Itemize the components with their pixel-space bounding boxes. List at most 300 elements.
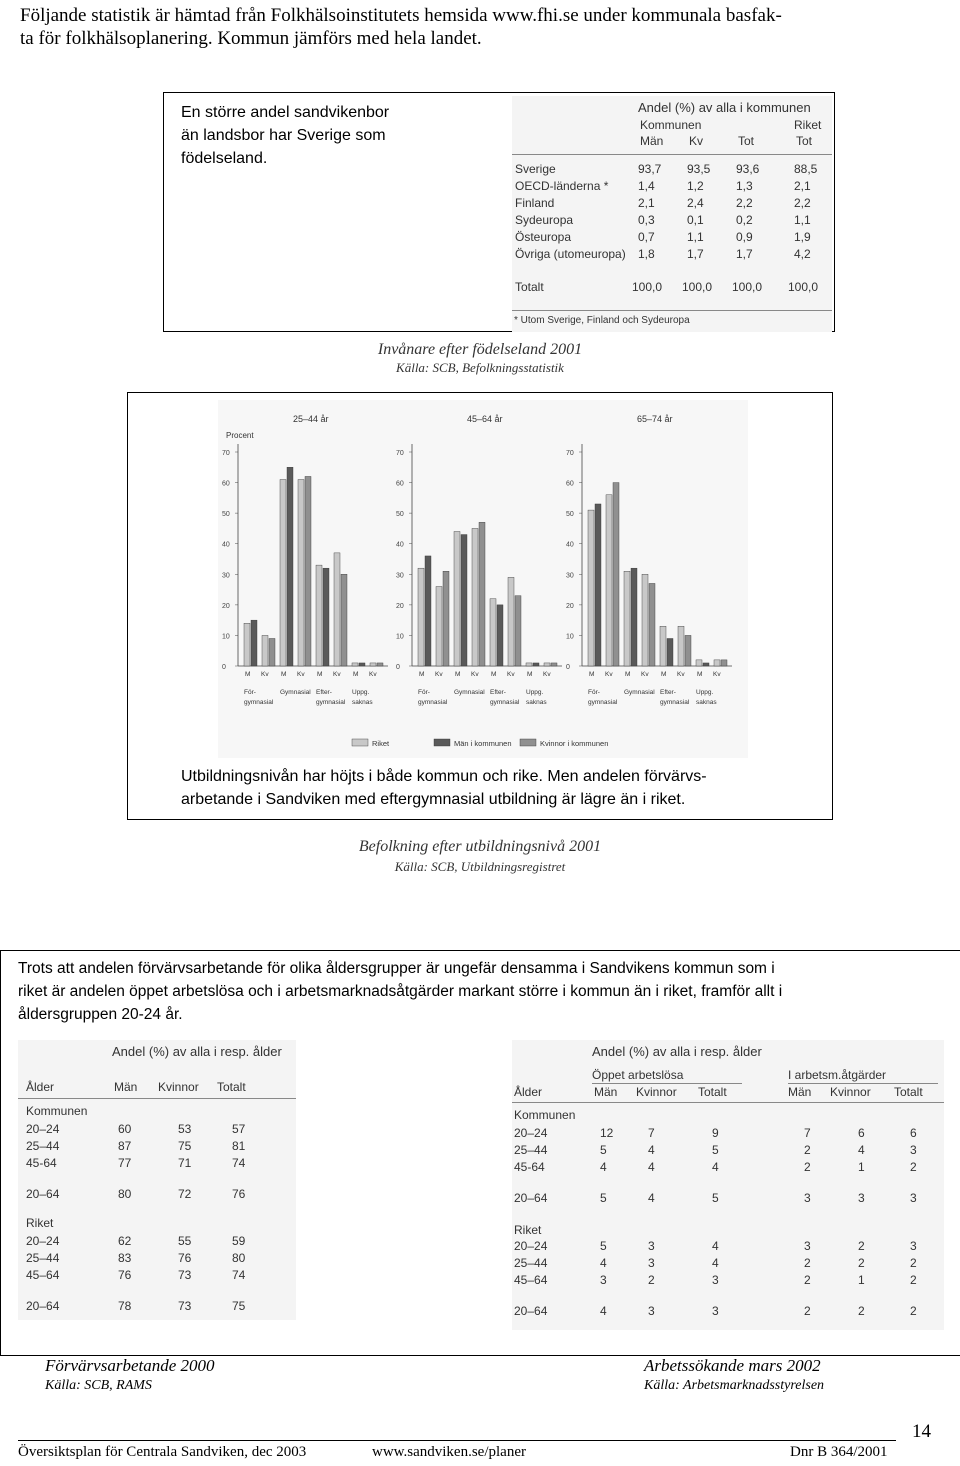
birth-total-value: 100,0 [682, 280, 713, 294]
intro-text [20, 4, 950, 50]
chart-category-label: Uppg. [352, 689, 370, 696]
chart-category-label: gymnasial [660, 699, 690, 706]
unemployment-value-cell: 4 [712, 1256, 719, 1270]
employment-kommun-label: Kommunen [26, 1104, 88, 1118]
unemployment-age-cell: 25–44 [514, 1256, 548, 1270]
unemployment-age-cell: 20–64 [514, 1304, 548, 1318]
chart-bar [334, 553, 340, 666]
chart-bar [287, 467, 293, 666]
unemployment-value-cell: 2 [858, 1239, 865, 1253]
employment-value-cell: 75 [232, 1299, 246, 1313]
employment-age-cell: 25–44 [26, 1251, 60, 1265]
birth-country-table [512, 96, 832, 332]
birth-row-value: 93,6 [736, 162, 760, 176]
chart-bar [533, 663, 539, 666]
footer-left: Översiktsplan för Centrala Sandviken, dec 2003 [18, 1444, 307, 1460]
chart-bar [660, 626, 666, 666]
unemployment-value-cell: 3 [910, 1239, 917, 1253]
footer-rule [18, 1440, 896, 1441]
chart-bar [323, 568, 329, 666]
unemployment-table-title: Andel (%) av alla i resp. ålder [592, 1044, 762, 1059]
chart-sublabel: Kv [713, 671, 721, 678]
chart-bar [490, 599, 496, 666]
chart-sublabel: Kv [333, 671, 341, 678]
unemployment-value-cell: 4 [712, 1160, 719, 1174]
chart-ytick-label: 50 [396, 511, 404, 519]
unemployment-value-cell: 7 [648, 1126, 655, 1140]
employment-value-cell: 60 [118, 1122, 132, 1136]
chart-category-label: saknas [526, 699, 547, 706]
birth-row-value: 93,7 [638, 162, 662, 176]
birth-row-value: 2,2 [736, 196, 753, 210]
education-text-line: arbetande i Sandviken med eftergymnasial utbildning är lägre än i riket. [181, 791, 686, 808]
chart-ytick-label: 50 [566, 511, 574, 519]
employment-value-cell: 55 [178, 1234, 192, 1248]
employment-header: Totalt [217, 1080, 246, 1094]
unemployment-value-cell: 4 [600, 1256, 607, 1270]
unemployment-age-cell: 45–64 [514, 1273, 548, 1287]
chart-category-label: Uppg. [696, 689, 714, 696]
chart-bar [721, 660, 727, 666]
employment-value-cell: 62 [118, 1234, 132, 1248]
chart-category-label: För- [244, 689, 256, 696]
unemployment-value-cell: 9 [712, 1126, 719, 1140]
chart-ytick-label: 30 [222, 572, 230, 580]
unemployment-value-cell: 5 [712, 1191, 719, 1205]
education-caption: Befolkning efter utbildningsnivå 2001 [358, 838, 602, 855]
unemployment-table [512, 1040, 944, 1330]
birth-group-riket: Riket [794, 118, 822, 132]
chart-bar [443, 571, 449, 666]
chart-sublabel: M [317, 671, 323, 678]
unemployment-age-cell: 20–64 [514, 1191, 548, 1205]
chart-bar [305, 476, 311, 666]
unemployment-value-cell: 3 [648, 1256, 655, 1270]
chart-bar [624, 571, 630, 666]
birth-row-value: 1,1 [687, 230, 704, 244]
chart-sublabel: M [589, 671, 595, 678]
birth-row-value: 1,9 [794, 230, 811, 244]
chart-bar [551, 663, 557, 666]
unemployment-age-cell: 25–44 [514, 1143, 548, 1157]
chart-ytick-label: 70 [222, 450, 230, 457]
chart-bar [649, 583, 655, 666]
employment-value-cell: 71 [178, 1156, 192, 1170]
employment-value-cell: 75 [178, 1139, 192, 1153]
chart-bar [714, 660, 720, 666]
chart-ytick-label: 30 [396, 572, 404, 580]
chart-category-label: gymnasial [418, 699, 448, 706]
work-paragraph-line: riket är andelen öppet arbetslösa och i arbetsmarknadsåtgärder markant större i kommun än i riket, framför allt i [18, 983, 783, 1000]
unemployment-divider [512, 1102, 944, 1103]
chart-bar [425, 556, 431, 666]
chart-sublabel: Kv [369, 671, 377, 678]
chart-bar [667, 638, 673, 666]
unemployment-value-cell: 2 [804, 1160, 811, 1174]
employment-age-cell: 45–64 [26, 1268, 60, 1282]
unemployment-age-cell: 20–24 [514, 1126, 548, 1140]
chart-sublabel: Kv [507, 671, 515, 678]
chart-category-label: gymnasial [316, 699, 346, 706]
chart-bar [588, 510, 594, 666]
employment-value-cell: 74 [232, 1156, 246, 1170]
birth-row-value: 1,8 [638, 247, 655, 261]
employment-riket-label: Riket [26, 1216, 54, 1230]
chart-legend-swatch [434, 739, 450, 746]
unemployment-group-rule [592, 1083, 742, 1084]
employment-value-cell: 74 [232, 1268, 246, 1282]
chart-sublabel: Kv [261, 671, 269, 678]
unemployment-value-cell: 1 [858, 1273, 865, 1287]
chart-sublabel: Kv [435, 671, 443, 678]
chart-category-label: Gymnasial [280, 689, 311, 696]
employment-value-cell: 76 [118, 1268, 132, 1282]
chart-sublabel: M [455, 671, 461, 678]
chart-ytick-label: 0 [222, 664, 226, 671]
unemployment-value-cell: 5 [712, 1143, 719, 1157]
birth-row-value: 2,1 [638, 196, 655, 210]
chart-sublabel: M [625, 671, 631, 678]
chart-bar [526, 663, 532, 666]
unemployment-value-cell: 2 [648, 1273, 655, 1287]
chart-sublabel: M [661, 671, 667, 678]
employment-value-cell: 78 [118, 1299, 132, 1313]
employment-value-cell: 76 [232, 1187, 246, 1201]
education-text-line: Utbildningsnivån har höjts i både kommun och rike. Men andelen förvärvs- [181, 768, 707, 785]
unemployment-value-cell: 2 [804, 1304, 811, 1318]
chart-bar [316, 565, 322, 666]
intro-line: Följande statistik är hämtad från Folkhälsoinstitutets hemsida www.fhi.se under kommunala basfak- [20, 5, 782, 26]
chart-sublabel: Kv [543, 671, 551, 678]
chart-sublabel: Kv [605, 671, 613, 678]
birth-source: Källa: SCB, Befolkningsstatistik [396, 360, 564, 375]
unemployment-value-cell: 4 [648, 1143, 655, 1157]
chart-category-label: gymnasial [244, 699, 274, 706]
chart-sublabel: Kv [471, 671, 479, 678]
birth-total-value: 100,0 [732, 280, 763, 294]
chart-category-label: saknas [696, 699, 717, 706]
unemployment-value-cell: 3 [648, 1304, 655, 1318]
birth-row-value: 1,4 [638, 179, 655, 193]
chart-sublabel: M [245, 671, 251, 678]
birth-col-header: Tot [796, 134, 813, 148]
chart-bar [595, 504, 601, 666]
chart-category-label: För- [418, 689, 430, 696]
chart-bar [269, 638, 275, 666]
unemployment-value-cell: 3 [600, 1273, 607, 1287]
chart-bar [262, 635, 268, 666]
unemployment-value-cell: 3 [648, 1239, 655, 1253]
unemployment-header: Kvinnor [636, 1085, 677, 1099]
chart-group-label: 45–64 år [467, 414, 503, 424]
chart-ytick-label: 10 [222, 633, 230, 641]
chart-category-label: Efter- [490, 689, 506, 696]
work-source-left: Källa: SCB, RAMS [45, 1378, 152, 1393]
chart-ytick-label: 60 [222, 480, 230, 488]
unemployment-value-cell: 5 [600, 1143, 607, 1157]
chart-legend-label: Kvinnor i kommunen [540, 739, 609, 748]
birth-row-value: 1,7 [736, 247, 753, 261]
unemployment-value-cell: 7 [804, 1126, 811, 1140]
unemployment-value-cell: 4 [648, 1160, 655, 1174]
birth-footnote: * Utom Sverige, Finland och Sydeuropa [514, 315, 690, 326]
unemployment-header: Män [594, 1085, 618, 1099]
chart-ytick-label: 10 [566, 633, 574, 641]
employment-age-cell: 20–64 [26, 1299, 60, 1313]
chart-bar [436, 587, 442, 666]
employment-value-cell: 81 [232, 1139, 246, 1153]
birth-row-value: 0,3 [638, 213, 655, 227]
chart-category-label: Uppg. [526, 689, 544, 696]
chart-sublabel: M [419, 671, 425, 678]
chart-sublabel: M [353, 671, 359, 678]
birth-text-line: än landsbor har Sverige som [181, 127, 386, 144]
chart-category-label: Gymnasial [624, 689, 655, 696]
unemployment-value-cell: 5 [600, 1239, 607, 1253]
employment-value-cell: 80 [118, 1187, 132, 1201]
unemployment-value-cell: 2 [804, 1256, 811, 1270]
chart-ytick-label: 60 [396, 480, 404, 488]
chart-bar [359, 663, 365, 666]
employment-value-cell: 87 [118, 1139, 132, 1153]
birth-group-kommunen: Kommunen [640, 118, 702, 132]
chart-ytick-label: 10 [396, 633, 404, 641]
employment-value-cell: 53 [178, 1122, 192, 1136]
chart-ytick-label: 60 [566, 480, 574, 488]
employment-value-cell: 57 [232, 1122, 246, 1136]
employment-value-cell: 80 [232, 1251, 246, 1265]
unemployment-value-cell: 3 [712, 1304, 719, 1318]
chart-bar [251, 620, 257, 666]
chart-sublabel: M [281, 671, 287, 678]
birth-row-value: 2,1 [794, 179, 811, 193]
birth-row-value: 93,5 [687, 162, 711, 176]
birth-text-line: En större andel sandvikenbor [181, 104, 390, 121]
birth-caption: Invånare efter födelseland 2001 [377, 341, 583, 358]
chart-sublabel: Kv [677, 671, 685, 678]
chart-bar [472, 528, 478, 666]
work-caption-left: Förvärvsarbetande 2000 [45, 1356, 215, 1375]
employment-age-cell: 20–24 [26, 1234, 60, 1248]
birth-row-value: 2,2 [794, 196, 811, 210]
employment-age-cell: 20–24 [26, 1122, 60, 1136]
unemployment-value-cell: 12 [600, 1126, 614, 1140]
chart-category-label: gymnasial [490, 699, 520, 706]
employment-age-cell: 20–64 [26, 1187, 60, 1201]
unemployment-age-cell: 20–24 [514, 1239, 548, 1253]
chart-bar [515, 596, 521, 666]
work-paragraph-line: Trots att andelen förvärvsarbetande för olika åldersgrupper är ungefär densamma i Sandvikens kommun som i [18, 960, 775, 977]
unemployment-header: Totalt [894, 1085, 923, 1099]
chart-bar [696, 660, 702, 666]
unemployment-value-cell: 2 [910, 1304, 917, 1318]
unemployment-group2: I arbetsm.åtgärder [788, 1068, 887, 1082]
birth-row-label: OECD-länderna * [515, 179, 609, 193]
chart-bar [298, 480, 304, 666]
birth-row-value: 1,2 [687, 179, 704, 193]
chart-bar [508, 577, 514, 666]
birth-table-title: Andel (%) av alla i kommunen [638, 100, 811, 115]
chart-ytick-label: 40 [222, 541, 230, 549]
unemployment-group1: Öppet arbetslösa [592, 1068, 684, 1082]
employment-header: Ålder [26, 1080, 55, 1094]
education-chart [218, 400, 748, 758]
work-source-right: Källa: Arbetsmarknadsstyrelsen [644, 1378, 825, 1393]
chart-bar [544, 663, 550, 666]
chart-category-label: Efter- [316, 689, 332, 696]
birth-row-value: 0,2 [736, 213, 753, 227]
chart-ytick-label: 0 [566, 664, 570, 671]
birth-row-value: 4,2 [794, 247, 811, 261]
unemployment-header: Ålder [514, 1085, 543, 1099]
chart-ytick-label: 50 [222, 511, 230, 519]
unemployment-value-cell: 2 [804, 1143, 811, 1157]
unemployment-value-cell: 3 [910, 1191, 917, 1205]
birth-text [181, 101, 389, 170]
unemployment-value-cell: 4 [600, 1304, 607, 1318]
chart-bar [606, 495, 612, 666]
unemployment-value-cell: 6 [858, 1126, 865, 1140]
chart-ytick-label: 20 [396, 602, 404, 610]
employment-age-cell: 45-64 [26, 1156, 57, 1170]
birth-col-header: Kv [689, 134, 704, 148]
chart-group-label: 65–74 år [637, 414, 673, 424]
birth-row-value: 1,1 [794, 213, 811, 227]
employment-divider [18, 1098, 296, 1099]
birth-total-value: 100,0 [632, 280, 663, 294]
chart-legend-swatch [520, 739, 536, 746]
unemployment-header: Män [788, 1085, 812, 1099]
birth-divider [512, 310, 832, 311]
birth-row-label: Sverige [515, 162, 556, 176]
chart-ytick-label: 40 [566, 541, 574, 549]
work-paragraph [18, 957, 782, 1026]
birth-total-value: 100,0 [788, 280, 819, 294]
unemployment-value-cell: 4 [712, 1239, 719, 1253]
education-text [181, 765, 707, 811]
birth-col-header: Män [640, 134, 664, 148]
unemployment-value-cell: 4 [858, 1143, 865, 1157]
chart-bar [703, 663, 709, 666]
employment-value-cell: 83 [118, 1251, 132, 1265]
birth-row-label: Övriga (utomeuropa) [515, 247, 626, 261]
chart-bar [613, 483, 619, 666]
employment-value-cell: 73 [178, 1268, 192, 1282]
chart-sublabel: M [697, 671, 703, 678]
chart-sublabel: Kv [641, 671, 649, 678]
unemployment-group-rule [788, 1083, 938, 1084]
chart-category-label: Gymnasial [454, 689, 485, 696]
chart-legend-swatch [352, 739, 368, 746]
page-number: 14 [912, 1421, 931, 1442]
birth-row-value: 0,9 [736, 230, 753, 244]
chart-legend-label: Män i kommunen [454, 739, 512, 748]
employment-header: Kvinnor [158, 1080, 199, 1094]
unemployment-value-cell: 3 [858, 1191, 865, 1205]
chart-sublabel: M [491, 671, 497, 678]
unemployment-value-cell: 3 [712, 1273, 719, 1287]
chart-ytick-label: 40 [396, 541, 404, 549]
chart-ytick-label: 70 [396, 450, 404, 457]
chart-ylabel: Procent [226, 431, 254, 440]
unemployment-kommun-label: Kommunen [514, 1108, 576, 1122]
chart-category-label: saknas [352, 699, 373, 706]
unemployment-value-cell: 2 [804, 1273, 811, 1287]
unemployment-age-cell: 45-64 [514, 1160, 545, 1174]
employment-header: Män [114, 1080, 138, 1094]
chart-bar [497, 605, 503, 666]
birth-divider [512, 154, 832, 155]
chart-ytick-label: 0 [396, 664, 400, 671]
education-source: Källa: SCB, Utbildningsregistret [394, 859, 566, 874]
unemployment-header: Totalt [698, 1085, 727, 1099]
unemployment-riket-label: Riket [514, 1223, 542, 1237]
chart-ytick-label: 20 [566, 602, 574, 610]
chart-category-label: Efter- [660, 689, 676, 696]
unemployment-header: Kvinnor [830, 1085, 871, 1099]
chart-bar [418, 568, 424, 666]
chart-bar [377, 663, 383, 666]
birth-row-label: Östeuropa [515, 230, 572, 244]
chart-bar [352, 663, 358, 666]
birth-row-label: Sydeuropa [515, 213, 574, 227]
chart-category-label: gymnasial [588, 699, 618, 706]
chart-sublabel: Kv [297, 671, 305, 678]
unemployment-value-cell: 5 [600, 1191, 607, 1205]
employment-age-cell: 25–44 [26, 1139, 60, 1153]
chart-group-label: 25–44 år [293, 414, 329, 424]
unemployment-value-cell: 1 [858, 1160, 865, 1174]
birth-row-value: 0,1 [687, 213, 704, 227]
birth-row-value: 1,3 [736, 179, 753, 193]
chart-bar [631, 568, 637, 666]
footer-center: www.sandviken.se/planer [372, 1444, 526, 1460]
employment-value-cell: 73 [178, 1299, 192, 1313]
unemployment-value-cell: 4 [600, 1160, 607, 1174]
chart-bar [461, 535, 467, 666]
employment-value-cell: 59 [232, 1234, 246, 1248]
chart-sublabel: M [527, 671, 533, 678]
unemployment-value-cell: 2 [910, 1160, 917, 1174]
chart-bar [678, 626, 684, 666]
footer-right: Dnr B 364/2001 [790, 1444, 888, 1460]
chart-category-label: För- [588, 689, 600, 696]
chart-legend-label: Riket [372, 739, 390, 748]
birth-row-value: 2,4 [687, 196, 704, 210]
birth-text-line: födelseland. [181, 150, 268, 167]
chart-bar [685, 635, 691, 666]
birth-row-value: 88,5 [794, 162, 818, 176]
chart-ytick-label: 70 [566, 450, 574, 457]
chart-ytick-label: 30 [566, 572, 574, 580]
unemployment-value-cell: 4 [648, 1191, 655, 1205]
unemployment-value-cell: 3 [804, 1191, 811, 1205]
work-paragraph-line: åldersgruppen 20-24 år. [18, 1006, 183, 1023]
chart-ytick-label: 20 [222, 602, 230, 610]
unemployment-value-cell: 2 [910, 1273, 917, 1287]
intro-line: ta för folkhälsoplanering. Kommun jämförs med hela landet. [20, 28, 482, 49]
birth-row-value: 1,7 [687, 247, 704, 261]
employment-value-cell: 76 [178, 1251, 192, 1265]
chart-bar [280, 480, 286, 666]
chart-bar [244, 623, 250, 666]
unemployment-value-cell: 3 [910, 1143, 917, 1157]
birth-row-value: 0,7 [638, 230, 655, 244]
unemployment-value-cell: 2 [910, 1256, 917, 1270]
employment-value-cell: 77 [118, 1156, 132, 1170]
work-caption-right: Arbetssökande mars 2002 [644, 1356, 821, 1375]
chart-bar [454, 531, 460, 666]
